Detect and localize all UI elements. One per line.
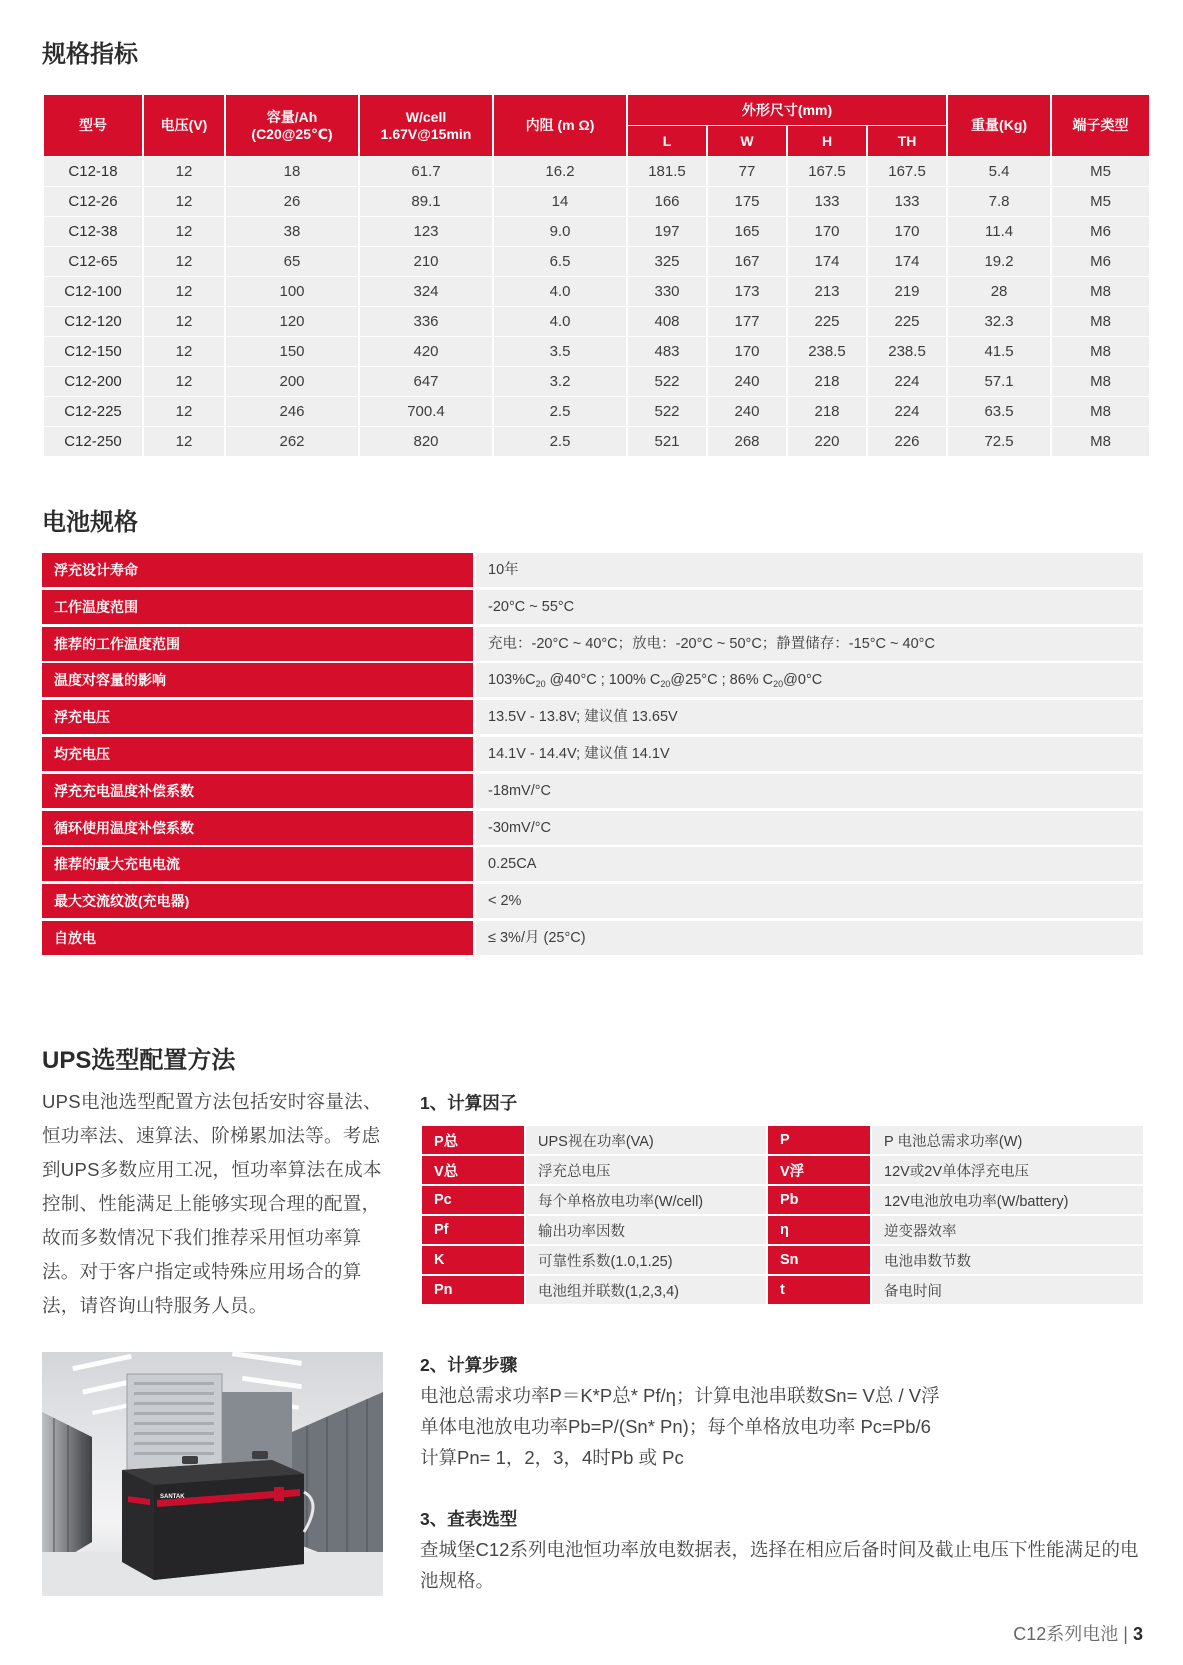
spec-section-title: 规格指标 [42,41,138,68]
cell-voltage: 12 [144,307,224,336]
cell-weight: 63.5 [948,397,1050,426]
header-wcell-line2: 1.67V@15min [380,125,472,142]
subscript: 20 [535,679,546,690]
spec-value: 13.5V - 13.8V; 建议值 13.65V [476,700,1143,734]
spec-row-recommended-temp [42,627,1143,661]
table-row [44,157,1149,186]
header-dim-h: H [788,126,866,156]
spec-label: 浮充充电温度补偿系数 [42,774,473,808]
table-row [44,247,1149,276]
cell-h: 218 [788,367,866,396]
factor-desc: 电池组并联数(1,2,3,4) [526,1276,766,1304]
cell-terminal: M8 [1052,337,1149,366]
cell-terminal: M8 [1052,397,1149,426]
cell-th: 238.5 [868,337,946,366]
cell-voltage: 12 [144,247,224,276]
cell-model: C12-18 [44,157,142,186]
spec-label: 最大交流纹波(充电器) [42,884,473,918]
cell-weight: 72.5 [948,427,1050,456]
cell-l: 330 [628,277,706,306]
cell-resistance: 9.0 [494,217,626,246]
ups-section-title: UPS选型配置方法 [42,1047,236,1074]
spec-label: 推荐的工作温度范围 [42,627,473,661]
spec-row-operating-temp [42,590,1143,624]
spec-row-temp-effect [42,663,1143,697]
cell-h: 218 [788,397,866,426]
cell-h: 238.5 [788,337,866,366]
battery-illustration [42,1352,383,1596]
cell-w: 240 [708,397,786,426]
ups-intro-paragraph: UPS电池选型配置方法包括安时容量法、恒功率法、速算法、阶梯累加法等。考虑到UPS多数应用工况，恒功率算法在成本控制、性能满足上能够实现合理的配置，故而多数情况下我们推荐采用恒功率算法。对于客户指定或特殊应用场合的算法，请咨询山特服务人员。 [42,1091,382,1316]
cell-model: C12-120 [44,307,142,336]
cell-capacity: 150 [226,337,358,366]
cell-w: 77 [708,157,786,186]
table-row [44,307,1149,336]
cell-resistance: 3.2 [494,367,626,396]
cell-terminal: M5 [1052,187,1149,216]
cell-th: 167.5 [868,157,946,186]
cell-wcell: 336 [360,307,492,336]
spec-value: 14.1V - 14.4V; 建议值 14.1V [476,737,1143,771]
cell-weight: 11.4 [948,217,1050,246]
cell-wcell: 89.1 [360,187,492,216]
factor-desc: 电池串数节数 [872,1246,1143,1274]
battery-section-title: 电池规格 [42,509,138,536]
header-voltage: 电压(V) [144,95,224,156]
cell-h: 167.5 [788,157,866,186]
table-row [422,1186,1143,1214]
cell-capacity: 120 [226,307,358,336]
cell-voltage: 12 [144,157,224,186]
factor-desc: 每个单格放电功率(W/cell) [526,1186,766,1214]
cell-weight: 19.2 [948,247,1050,276]
table-row [44,397,1149,426]
spec-label: 自放电 [42,921,473,955]
factor-desc: UPS视在功率(VA) [526,1126,766,1154]
cell-h: 225 [788,307,866,336]
cell-weight: 41.5 [948,337,1050,366]
factor-desc: 12V或2V单体浮充电压 [872,1156,1143,1184]
cell-capacity: 262 [226,427,358,456]
cell-resistance: 4.0 [494,307,626,336]
step-line-3: 计算Pn= 1，2，3，4时Pb 或 Pc [420,1447,684,1468]
spec-label: 温度对容量的影响 [42,663,473,697]
header-resistance: 内阻 (m Ω) [494,95,626,156]
cell-wcell: 420 [360,337,492,366]
cell-resistance: 6.5 [494,247,626,276]
cell-weight: 5.4 [948,157,1050,186]
cell-l: 408 [628,307,706,336]
cell-terminal: M8 [1052,307,1149,336]
cell-model: C12-150 [44,337,142,366]
table-row [422,1156,1143,1184]
table-row [422,1126,1143,1154]
cell-weight: 57.1 [948,367,1050,396]
cell-weight: 28 [948,277,1050,306]
page-number: 3 [1132,1624,1143,1644]
header-dimensions: 外形尺寸(mm) [628,95,946,125]
spec-row-design-life [42,553,1143,587]
cell-w: 167 [708,247,786,276]
cell-h: 213 [788,277,866,306]
cell-w: 175 [708,187,786,216]
spec-row-equalize-voltage [42,737,1143,771]
server-room-battery-image [42,1352,383,1596]
battery-spec-list [42,553,1143,958]
factor-desc: 备电时间 [872,1276,1143,1304]
factor-symbol: Pf [422,1216,524,1244]
cell-resistance: 16.2 [494,157,626,186]
cell-l: 181.5 [628,157,706,186]
cell-th: 133 [868,187,946,216]
cell-resistance: 14 [494,187,626,216]
factor-table [420,1124,1145,1306]
cell-l: 325 [628,247,706,276]
factors-title: 1、计算因子 [420,1093,518,1113]
spec-value: 充电：-20°C ~ 40°C；放电：-20°C ~ 50°C；静置储存：-15°C ~ 40°C [476,627,1143,661]
cell-model: C12-100 [44,277,142,306]
table-row [44,427,1149,456]
cell-l: 197 [628,217,706,246]
header-weight: 重量(Kg) [948,95,1050,156]
factor-symbol: Pc [422,1186,524,1214]
cell-voltage: 12 [144,367,224,396]
header-terminal: 端子类型 [1052,95,1149,156]
cell-th: 224 [868,367,946,396]
cell-capacity: 18 [226,157,358,186]
cell-th: 170 [868,217,946,246]
cell-w: 173 [708,277,786,306]
header-wcell-line1: W/cell [405,108,447,125]
cell-voltage: 12 [144,217,224,246]
cell-l: 521 [628,427,706,456]
cell-capacity: 100 [226,277,358,306]
cell-resistance: 2.5 [494,427,626,456]
cell-l: 166 [628,187,706,216]
spec-label: 浮充电压 [42,700,473,734]
brand-logo-text: SANTAK [160,1494,185,1500]
factor-desc: 输出功率因数 [526,1216,766,1244]
header-capacity-line1: 容量/Ah [266,108,318,125]
cell-w: 165 [708,217,786,246]
step-line-2: 单体电池放电功率Pb=P/(Sn* Pn)；每个单格放电功率 Pc=Pb/6 [420,1416,931,1437]
cell-model: C12-225 [44,397,142,426]
cell-terminal: M8 [1052,277,1149,306]
header-capacity-line2: (C20@25℃) [251,125,333,142]
cell-model: C12-38 [44,217,142,246]
spec-value: ≤ 3%/月 (25°C) [476,921,1143,955]
factor-symbol: K [422,1246,524,1274]
table-row [422,1276,1143,1304]
header-dim-l: L [628,126,706,156]
cell-w: 170 [708,337,786,366]
spec-row-float-voltage [42,700,1143,734]
header-dim-w: W [708,126,786,156]
page-footer [1013,1620,1143,1646]
cell-voltage: 12 [144,397,224,426]
cell-model: C12-200 [44,367,142,396]
header-model: 型号 [44,95,142,156]
lookup-title: 3、查表选型 [420,1509,518,1529]
factor-desc: 可靠性系数(1.0,1.25) [526,1246,766,1274]
cell-model: C12-26 [44,187,142,216]
spec-table [42,94,1151,457]
cell-terminal: M6 [1052,217,1149,246]
cell-capacity: 65 [226,247,358,276]
cell-terminal: M8 [1052,427,1149,456]
table-row [44,187,1149,216]
factor-symbol: t [768,1276,870,1304]
cell-capacity: 200 [226,367,358,396]
cell-capacity: 246 [226,397,358,426]
cell-voltage: 12 [144,337,224,366]
cell-voltage: 12 [144,277,224,306]
table-row [44,277,1149,306]
cell-capacity: 38 [226,217,358,246]
cell-th: 224 [868,397,946,426]
cell-h: 174 [788,247,866,276]
subscript: 20 [660,679,671,690]
spec-label: 均充电压 [42,737,473,771]
temp-effect-part: 103%C [488,672,536,689]
cell-model: C12-250 [44,427,142,456]
cell-terminal: M8 [1052,367,1149,396]
cell-th: 226 [868,427,946,456]
cell-voltage: 12 [144,427,224,456]
factor-symbol: η [768,1216,870,1244]
steps-title: 2、计算步骤 [420,1355,518,1375]
cell-model: C12-65 [44,247,142,276]
table-row [44,217,1149,246]
cell-wcell: 210 [360,247,492,276]
table-row [422,1216,1143,1244]
cell-weight: 7.8 [948,187,1050,216]
cell-weight: 32.3 [948,307,1050,336]
spec-value: -20°C ~ 55°C [476,590,1143,624]
header-dim-th: TH [868,126,946,156]
spec-value: -30mV/°C [476,811,1143,845]
footer-series: C12系列电池 | [1013,1624,1133,1644]
spec-row-self-discharge [42,921,1143,955]
cell-resistance: 2.5 [494,397,626,426]
temp-effect-part: @25°C ; 86% C [670,672,774,689]
cell-wcell: 820 [360,427,492,456]
subscript: 20 [773,679,784,690]
cell-resistance: 4.0 [494,277,626,306]
step-line-1: 电池总需求功率P＝K*P总* Pf/η；计算电池串联数Sn= V总 / V浮 [420,1385,940,1406]
cell-th: 174 [868,247,946,276]
cell-th: 225 [868,307,946,336]
temp-effect-part: @0°C [783,672,823,689]
spec-value: 0.25CA [476,847,1143,881]
spec-value [476,663,1143,697]
factor-desc: 浮充总电压 [526,1156,766,1184]
cell-w: 268 [708,427,786,456]
cell-h: 133 [788,187,866,216]
factor-desc: 12V电池放电功率(W/battery) [872,1186,1143,1214]
spec-row-max-charge-current [42,847,1143,881]
cell-voltage: 12 [144,187,224,216]
cell-l: 522 [628,397,706,426]
factor-symbol: Pb [768,1186,870,1214]
spec-label: 浮充设计寿命 [42,553,473,587]
cell-h: 170 [788,217,866,246]
cell-capacity: 26 [226,187,358,216]
lookup-text: 查城堡C12系列电池恒功率放电数据表，选择在相应后备时间及截止电压下性能满足的电池规格。 [420,1539,1139,1591]
cell-l: 483 [628,337,706,366]
header-capacity [226,95,358,156]
factor-symbol: P总 [422,1126,524,1154]
cell-terminal: M6 [1052,247,1149,276]
table-row [44,367,1149,396]
spec-value: 10年 [476,553,1143,587]
table-row [422,1246,1143,1274]
factor-symbol: Pn [422,1276,524,1304]
cell-wcell: 61.7 [360,157,492,186]
factor-symbol: V总 [422,1156,524,1184]
temp-effect-part: @40°C ; 100% C [545,672,661,689]
spec-value: -18mV/°C [476,774,1143,808]
factor-symbol: P [768,1126,870,1154]
spec-value: < 2% [476,884,1143,918]
cell-l: 522 [628,367,706,396]
factor-desc: 逆变器效率 [872,1216,1143,1244]
spec-label: 工作温度范围 [42,590,473,624]
spec-label: 推荐的最大充电电流 [42,847,473,881]
cell-w: 240 [708,367,786,396]
spec-label: 循环使用温度补偿系数 [42,811,473,845]
cell-th: 219 [868,277,946,306]
table-row [44,337,1149,366]
cell-w: 177 [708,307,786,336]
factor-desc: P 电池总需求功率(W) [872,1126,1143,1154]
cell-terminal: M5 [1052,157,1149,186]
cell-wcell: 647 [360,367,492,396]
spec-row-cycle-temp-comp [42,811,1143,845]
spec-row-float-temp-comp [42,774,1143,808]
spec-row-max-ripple [42,884,1143,918]
cell-wcell: 123 [360,217,492,246]
cell-resistance: 3.5 [494,337,626,366]
cell-h: 220 [788,427,866,456]
cell-wcell: 700.4 [360,397,492,426]
cell-wcell: 324 [360,277,492,306]
header-wcell [360,95,492,156]
factor-symbol: Sn [768,1246,870,1274]
factor-symbol: V浮 [768,1156,870,1184]
